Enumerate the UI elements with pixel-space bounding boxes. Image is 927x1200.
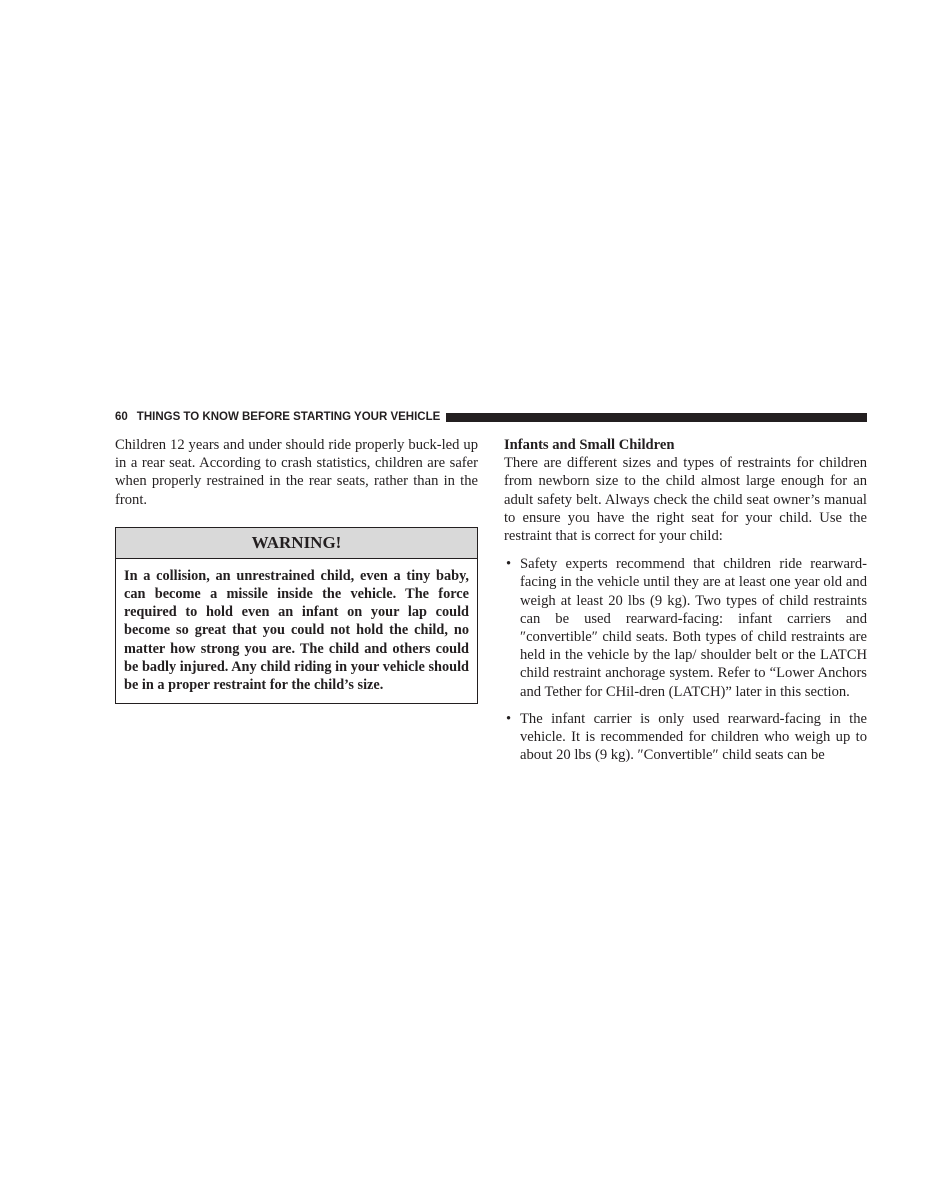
left-column xyxy=(115,436,478,704)
right-column xyxy=(504,436,867,773)
list-item xyxy=(504,555,867,701)
bullet-icon: • xyxy=(506,556,512,573)
bullet-icon: • xyxy=(506,710,512,727)
list-item-text: Safety experts recommend that children ride rearward-facing in the vehicle until they are at least one year old and weigh at least 20 lbs (9 kg). Two types of child restraints can be used rearward-facing: infant carriers and ″convertible″ child seats. Both types of child restraints are held in the vehicle by the lap/ shoulder belt or the LATCH child restraint anchorage system. Refer to “Lower Anchors and Tether for CHil-dren (LATCH)” later in this section. xyxy=(520,556,867,700)
warning-text: In a collision, an unrestrained child, even a tiny baby, can become a missile inside the vehicle. The force required to hold even an infant on your lap could become so great that you could not hold the child, no matter how strong you are. The child and others could be badly injured. Any child riding in your vehicle should be in a proper restraint for the child’s size. xyxy=(124,567,469,694)
subheading-infants: Infants and Small Children xyxy=(504,437,675,453)
list-item-text: The infant carrier is only used rearward-facing in the vehicle. It is recommended for children who weigh up to about 20 lbs (9 kg). ″Convertible″ child seats can be xyxy=(520,710,867,764)
warning-title: WARNING! xyxy=(116,528,477,559)
section-title: THINGS TO KNOW BEFORE STARTING YOUR VEHICLE xyxy=(136,411,441,423)
page-header xyxy=(115,408,867,426)
restraints-intro-paragraph: There are different sizes and types of restraints for children from newborn size to the child almost large enough for an adult safety belt. Always check the child seat owner’s manual to ensure you have the right seat for your child. Use the restraint that is correct for your child: xyxy=(504,455,867,545)
bullet-list xyxy=(504,555,867,764)
list-item xyxy=(504,710,867,765)
header-rule xyxy=(446,413,867,422)
warning-box xyxy=(115,527,478,704)
page-number: 60 xyxy=(115,411,128,423)
intro-paragraph: Children 12 years and under should ride properly buck-led up in a rear seat. According to crash statistics, children are safer when properly restrained in the rear seats, rather than in the front. xyxy=(115,437,478,508)
